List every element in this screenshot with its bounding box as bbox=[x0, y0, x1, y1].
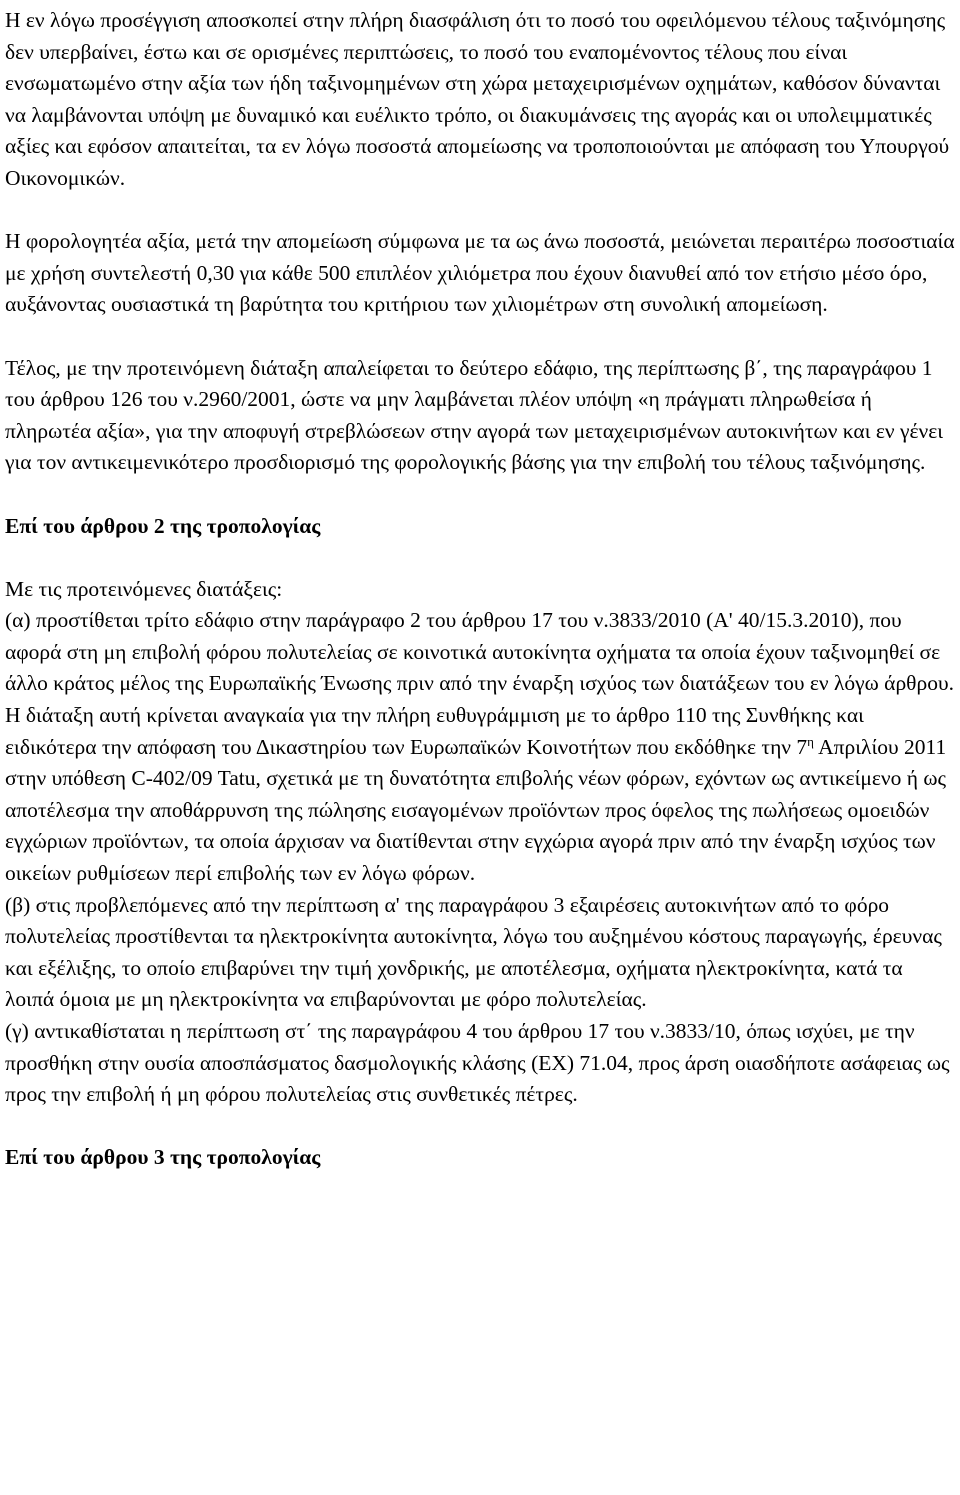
court-ruling-text-start: Η διάταξη αυτή κρίνεται αναγκαία για την πλήρη ευθυγράμμιση με το άρθρο 110 της Συνθήκης και ειδικότερα την απόφαση του Δικαστηρίου των Ευρωπαϊκών Κοινοτήτων που εκδόθηκε την 7 bbox=[5, 703, 864, 759]
paragraph-gap bbox=[5, 542, 957, 574]
paragraph-court-ruling bbox=[5, 700, 957, 890]
paragraph-gap bbox=[5, 195, 957, 227]
paragraph-provisions-intro: Με τις προτεινόμενες διατάξεις: bbox=[5, 576, 283, 601]
paragraph-deletion: Τέλος, με την προτεινόμενη διάταξη απαλείφεται το δεύτερο εδάφιο, της περίπτωσης β΄, της παραγράφου 1 του άρθρου 126 του ν.2960/2001, ώστε να μην λαμβάνεται πλέον υπόψη «η πράγματι πληρωθείσα ή πληρωτέα αξία», για την αποφυγή στρεβλώσεων στην αγορά των μεταχειρισμένων αυτοκινήτων και εν γένει για τον αντικειμενικότερο προσδιορισμό της φορολογικής βάσης για την επιβολή του τέλους ταξινόμησης. bbox=[5, 355, 944, 475]
ordinal-superscript: η bbox=[807, 733, 814, 749]
document-page bbox=[5, 5, 957, 1174]
paragraph-gap bbox=[5, 479, 957, 511]
paragraph-item-a: (α) προστίθεται τρίτο εδάφιο στην παράγραφο 2 του άρθρου 17 του ν.3833/2010 (Α' 40/15.3.2010), που αφορά στη μη επιβολή φόρου πολυτελείας σε κοινοτικά αυτοκίνητα οχήματα τα οποία έχουν ταξινομηθεί σε άλλο κράτος μέλος της Ευρωπαϊκής Ένωσης πριν από την έναρξη ισχύος των διατάξεων του εν λόγω άρθρου. bbox=[5, 608, 954, 696]
court-ruling-text-end: Απριλίου 2011 στην υπόθεση C-402/09 Tatu, σχετικά με τη δυνατότητα επιβολής νέων φόρων, εχόντων ως αντικείμενο ή ως αποτέλεσμα την αποθάρρυνση της πώλησης εισαγομένων προϊόντων προς όφελος της πωλήσεως ομοειδών εγχώριων προϊόντων, τα οποία άρχισαν να διατίθενται στην εγχώρια αγορά πριν από την έναρξη ισχύος των οικείων ρυθμίσεων περί επιβολής των εν λόγω φόρων. bbox=[5, 734, 947, 886]
paragraph-taxable-value: Η φορολογητέα αξία, μετά την απομείωση σύμφωνα με τα ως άνω ποσοστά, μειώνεται περαιτέρω ποσοστιαία με χρήση συντελεστή 0,30 για κάθε 500 επιπλέον χιλιόμετρα που έχουν διανυθεί από τον ετήσιο μέσο όρο, αυξάνοντας ουσιαστικά τη βαρύτητα του κριτήριου των χιλιομέτρων στη συνολική απομείωση. bbox=[5, 229, 955, 317]
paragraph-item-c: (γ) αντικαθίσταται η περίπτωση στ΄ της παραγράφου 4 του άρθρου 17 του ν.3833/10, όπως ισχύει, με την προσθήκη στην ουσία αποσπάσματος δασμολογικής κλάσης (ΕΧ) 71.04, προς άρση οιασδήποτε ασάφειας ως προς την επιβολή ή μη φόρου πολυτελείας στις συνθετικές πέτρες. bbox=[5, 1019, 950, 1107]
section-heading-article-2: Επί του άρθρου 2 της τροπολογίας bbox=[5, 513, 321, 538]
paragraph-gap bbox=[5, 321, 957, 353]
paragraph-gap bbox=[5, 1111, 957, 1143]
section-heading-article-3: Επί του άρθρου 3 της τροπολογίας bbox=[5, 1145, 321, 1170]
paragraph-approach: Η εν λόγω προσέγγιση αποσκοπεί στην πλήρη διασφάλιση ότι το ποσό του οφειλόμενου τέλους ταξινόμησης δεν υπερβαίνει, έστω και σε ορισμένες περιπτώσεις, το ποσό του εναπομένοντος τέλους που είναι ενσωματωμένο στην αξία των ήδη ταξινομημένων στη χώρα μεταχειρισμένων οχημάτων, καθόσον δύνανται να λαμβάνονται υπόψη με δυναμικό και ευέλικτο τρόπο, οι διακυμάνσεις της αγοράς και οι υπολειμματικές αξίες και εφόσον απαιτείται, τα εν λόγω ποσοστά απομείωσης να τροποποιούνται με απόφαση του Υπουργού Οικονομικών. bbox=[5, 8, 950, 190]
paragraph-item-b: (β) στις προβλεπόμενες από την περίπτωση α' της παραγράφου 3 εξαιρέσεις αυτοκινήτων από το φόρο πολυτελείας προστίθενται τα ηλεκτροκίνητα αυτοκίνητα, λόγω του αυξημένου κόστους παραγωγής, έρευνας και εξέλιξης, το οποίο επιβαρύνει την τιμή χονδρικής, με αποτέλεσμα, οχήματα ηλεκτροκίνητα, κατά τα λοιπά όμοια με μη ηλεκτροκίνητα να επιβαρύνονται με φόρο πολυτελείας. bbox=[5, 892, 942, 1012]
